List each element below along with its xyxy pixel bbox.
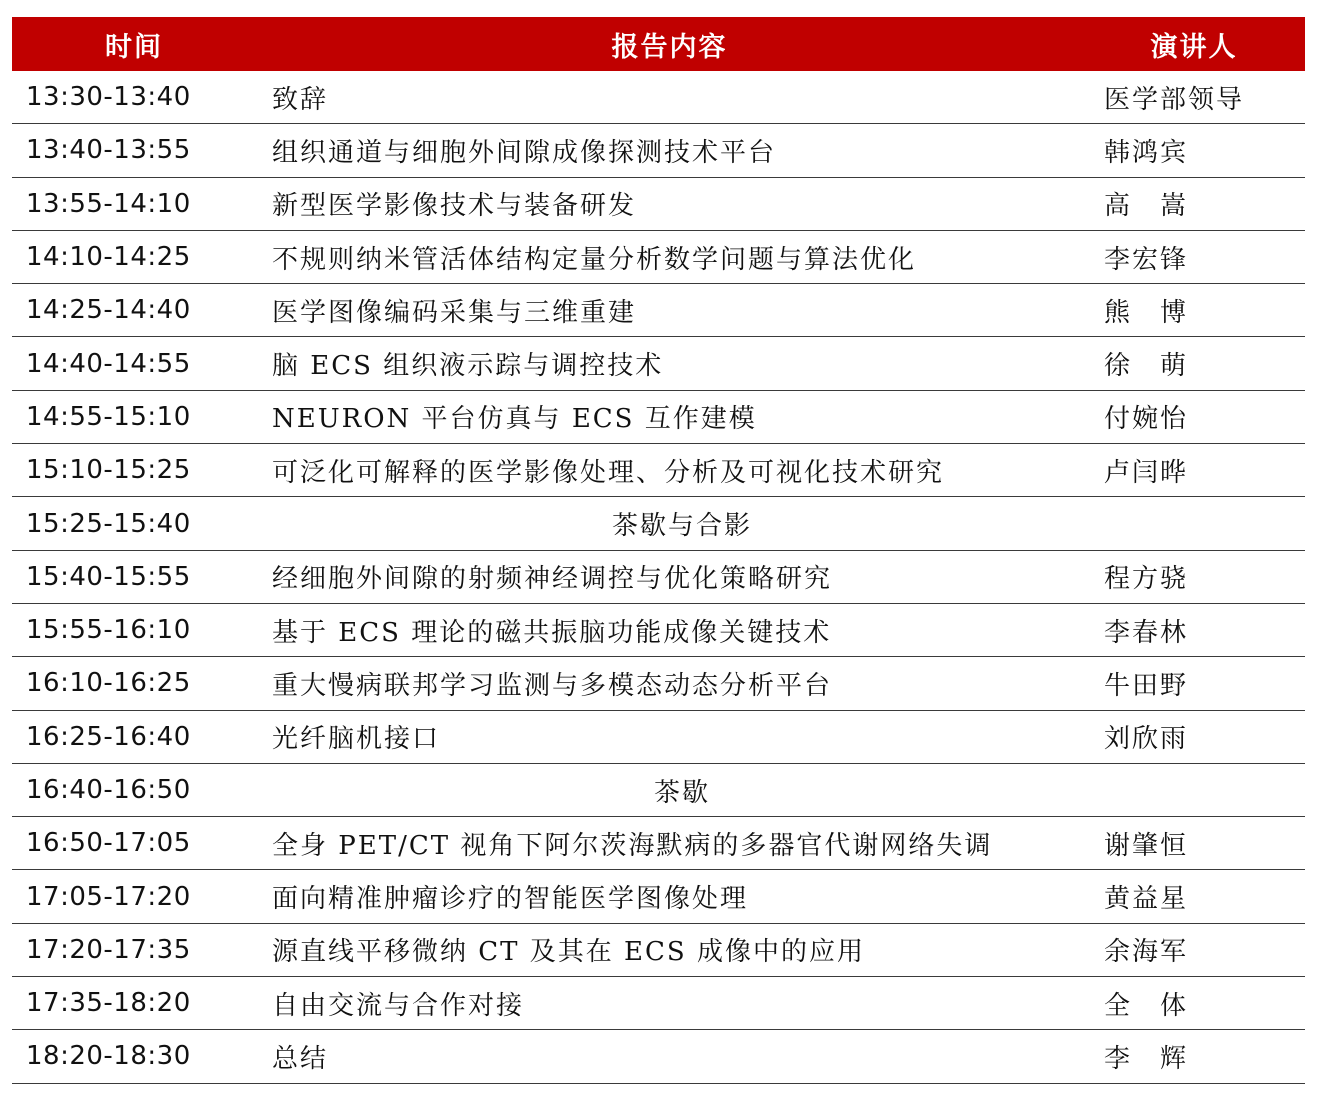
speaker-cell: 熊 博 <box>1104 297 1189 328</box>
table-row <box>12 231 1305 284</box>
topic-cell: 自由交流与合作对接 <box>272 990 525 1021</box>
time-cell: 14:55-15:10 <box>26 401 191 432</box>
table-row <box>12 284 1305 337</box>
topic-cell: 脑 ECS 组织液示踪与调控技术 <box>272 351 664 382</box>
table-row <box>12 924 1305 977</box>
speaker-cell: 全 体 <box>1104 990 1189 1021</box>
speaker-cell: 卢闫晔 <box>1104 457 1189 488</box>
speaker-cell: 黄益星 <box>1104 884 1189 915</box>
topic-cell: 医学图像编码采集与三维重建 <box>272 297 637 328</box>
time-cell: 13:40-13:55 <box>26 135 191 166</box>
schedule-table <box>12 17 1305 1084</box>
table-row <box>12 1030 1305 1083</box>
table-row <box>12 657 1305 710</box>
table-row <box>12 604 1305 657</box>
speaker-cell: 余海军 <box>1104 937 1189 968</box>
table-row <box>12 124 1305 177</box>
time-cell: 13:30-13:40 <box>26 82 191 113</box>
table-row <box>12 711 1305 764</box>
time-cell: 13:55-14:10 <box>26 188 191 219</box>
time-cell: 17:20-17:35 <box>26 934 191 965</box>
time-cell: 17:05-17:20 <box>26 881 191 912</box>
speaker-cell: 刘欣雨 <box>1104 724 1189 755</box>
speaker-cell: 李春林 <box>1104 617 1189 648</box>
speaker-cell: 韩鸿宾 <box>1104 137 1189 168</box>
speaker-cell: 徐 萌 <box>1104 351 1189 382</box>
time-cell: 18:20-18:30 <box>26 1041 191 1072</box>
speaker-cell: 谢肇恒 <box>1104 830 1189 861</box>
topic-cell: 不规则纳米管活体结构定量分析数学问题与算法优化 <box>272 244 917 275</box>
topic-cell: 致辞 <box>272 84 329 115</box>
topic-cell: 组织通道与细胞外间隙成像探测技术平台 <box>272 137 777 168</box>
time-cell: 16:40-16:50 <box>26 775 191 805</box>
break-row <box>12 497 1305 550</box>
speaker-cell: 医学部领导 <box>1104 84 1245 115</box>
table-row <box>12 391 1305 444</box>
topic-cell: 新型医学影像技术与装备研发 <box>272 191 637 222</box>
time-cell: 17:35-18:20 <box>26 988 191 1019</box>
topic-cell: 面向精准肿瘤诊疗的智能医学图像处理 <box>272 884 749 915</box>
time-cell: 14:10-14:25 <box>26 242 191 273</box>
time-cell: 15:40-15:55 <box>26 561 191 592</box>
table-row <box>12 817 1305 870</box>
time-cell: 15:55-16:10 <box>26 615 191 646</box>
table-row <box>12 71 1305 124</box>
topic-cell: 总结 <box>272 1043 329 1074</box>
topic-cell: 全身 PET/CT 视角下阿尔茨海默病的多器官代谢网络失调 <box>272 830 993 861</box>
speaker-cell: 牛田野 <box>1104 670 1189 701</box>
topic-cell: 重大慢病联邦学习监测与多模态动态分析平台 <box>272 670 833 701</box>
time-cell: 16:50-17:05 <box>26 828 191 859</box>
table-row <box>12 977 1305 1030</box>
speaker-cell: 李 辉 <box>1104 1043 1189 1074</box>
speaker-cell: 高 嵩 <box>1104 191 1189 222</box>
topic-cell: NEURON 平台仿真与 ECS 互作建模 <box>272 404 757 435</box>
time-cell: 14:40-14:55 <box>26 348 191 379</box>
table-header <box>12 17 1305 71</box>
table-body <box>12 71 1305 1084</box>
speaker-cell: 付婉怡 <box>1104 404 1189 435</box>
header-time: 时间 <box>105 31 163 63</box>
break-label: 茶歇 <box>653 777 710 808</box>
time-cell: 14:25-14:40 <box>26 295 191 326</box>
table-row <box>12 551 1305 604</box>
break-label: 茶歇与合影 <box>611 511 752 542</box>
table-row <box>12 444 1305 497</box>
table-row <box>12 178 1305 231</box>
speaker-cell: 程方骁 <box>1104 564 1189 595</box>
table-row <box>12 870 1305 923</box>
header-speaker: 演讲人 <box>1150 31 1238 63</box>
time-cell: 15:10-15:25 <box>26 455 191 486</box>
topic-cell: 可泛化可解释的医学影像处理、分析及可视化技术研究 <box>272 457 945 488</box>
table-row <box>12 337 1305 390</box>
header-topic: 报告内容 <box>611 31 728 63</box>
topic-cell: 基于 ECS 理论的磁共振脑功能成像关键技术 <box>272 617 832 648</box>
topic-cell: 源直线平移微纳 CT 及其在 ECS 成像中的应用 <box>272 937 865 968</box>
break-row <box>12 764 1305 817</box>
time-cell: 15:25-15:40 <box>26 508 191 539</box>
topic-cell: 光纤脑机接口 <box>272 724 441 755</box>
time-cell: 16:10-16:25 <box>26 668 191 699</box>
time-cell: 16:25-16:40 <box>26 721 191 752</box>
topic-cell: 经细胞外间隙的射频神经调控与优化策略研究 <box>272 564 833 595</box>
speaker-cell: 李宏锋 <box>1104 244 1189 275</box>
